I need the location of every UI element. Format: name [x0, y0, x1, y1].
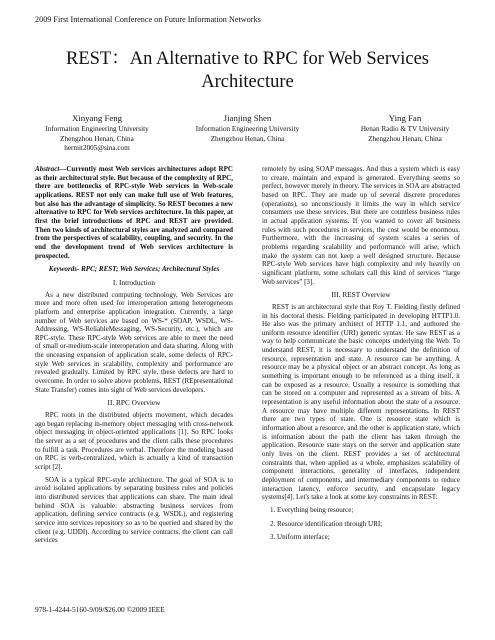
constraints-list — [262, 506, 460, 542]
section-heading-introduction: I. Introduction — [112, 277, 156, 287]
author-name: Xinyang Feng — [71, 113, 123, 123]
author-name: Jianjing Shen — [223, 113, 272, 123]
conference-header: 2009 First International Conference on Future Information Networks — [35, 15, 261, 24]
rpc-paragraph-1: RPC roots in the distributed objects movement, which decades ago began replacing in-memory object messaging with cross-network object messaging in object-oriented applications [1]. So RPC looks the server as a set of procedures and the client calls these procedures to fulfill a task. Procedures are verbal. Therefore the modeling based on RPC is verb-centralized, which is actually a kind of transaction script [2]. — [35, 411, 233, 471]
keywords: Keywords- RPC; REST; Web Services; Architectural Styles — [48, 265, 220, 274]
author-name: Ying Fan — [388, 113, 422, 123]
section-heading-rest: III. REST Overview — [331, 290, 391, 300]
author-affiliation: Information Engineering University — [195, 125, 300, 133]
abstract-text: Currently most Web services architectures adopt RPC as their architectural style. But because of the complexity of RPC, there are bottlenecks of RPC-style Web services in Web-scale applications. REST not only can make full use of Web features, but also has the advantage of simplicity. So REST becomes a new alternative to RPC for Web services architecture. In this paper, at first the brief introductions of RPC and REST are provided. Then two kinds of architectural styles are analyzed and compared from the perspectives of scalability, coupling, and security. In the end the development trend of Web services architecture is prospected. — [35, 165, 233, 260]
author-1 — [22, 112, 172, 154]
author-location: Zhengzhou Henan, China — [60, 134, 134, 143]
list-item: 3. Uniform interface; — [270, 533, 330, 542]
author-2 — [170, 112, 325, 144]
list-item: 1. Everything being resource; — [270, 505, 354, 514]
author-affiliation: Information Engineering University — [45, 125, 149, 133]
author-location: Zhengzhou Henan, China — [210, 134, 285, 143]
section-heading-rpc: II. RPC Overview — [107, 398, 161, 408]
left-column — [35, 165, 233, 545]
rest-paragraph: REST is an architectural style that Roy T. Fielding firstly defined in his doctoral thesis. Fielding participated in developing HTTP1.0. He also was the primary architect of HTTP 1.1, and authored the uniform resource identifier (URI) generic syntax. He saw REST as a way to help communicate the basic concepts underlying the Web. To understand REST, it is necessary to understand the definition of resource, representation and state. A resource can be anything. A resource may be a physical object or an abstract concept. As long as something is important enough to be referenced as a thing itself, it can be exposed as a resource. Usually a resource is something that can be stored on a computer and represented as a stream of bits. A representation is any useful information about the state of a resource. A resource may have multiple different representations. In REST there are two types of state. One is resource state which is information about a resource, and the other is application state, which is information about the path the client has taken through the application. Resource state stays on the server and application state only lives on the client. REST provides a set of architectural constraints that, when applied as a whole, emphasizes scalability of component interactions, generality of interfaces, independent deployment of components, and intermediary components to reduce interaction latency, enforce security, and encapsulate legacy systems[4]. Let's take a look at some key constraints in REST: — [262, 302, 460, 502]
rpc-paragraph-2: SOA is a typical RPC-style architecture. The goal of SOA is to avoid isolated applications by separating business rules and policies into distributed services that applications can share. The main ideal behind SOA is valuable: abstracting business services from application, defining service contracts (e.g. WSDL), and registering service into services repository so as to be queried and shared by the client (e.g. UDDI). According to service contracts, the client can call services — [35, 475, 233, 545]
list-item: 2. Resource identification through URI; — [270, 519, 383, 528]
rpc-paragraph-3: remotely by using SOAP messages. And thus a system which is easy to create, maintain and expand is generated. Everything seems so perfect, however merely in theory. The services in SOA are abstracted based on RPC. They are made up of several discrete procedures (operations), so unconsciously it limits the way in which service consumers use these services. But there are countless business rules in actual application systems. If you wanted to cover all business rules with such procedures in services, the cost would be enormous. Furthermore, with the increasing of system scales a series of problems regarding scalability and performance will arise, which make the system can not keep a well designed structure. Because RPC-style Web services have high complexity and rely heavily on significant platform, some scholars call this kind of services “large Web services” [3]. — [262, 165, 460, 286]
author-email: hermit2005@sina.com — [64, 144, 130, 153]
author-location: Zhengzhou Henan, China — [368, 134, 442, 143]
abstract-lead: Abstract— — [35, 165, 67, 173]
author-3 — [330, 112, 480, 144]
abstract — [35, 165, 233, 260]
paper-title: REST：An Alternative to RPC for Web Services Architecture — [66, 49, 429, 92]
intro-paragraph: As a new distributed computing technology, Web Services are more and more often used for interoperation among heterogeneous platform and enterprise application integration. Currently, a large number of Web services are based on WS-* (SOAP, WSDL, WS-Addressing, WS-ReliableMessaging, WS-Security, etc.), which are RPC-style. These RPC-style Web services are able to meet the need of small or-medium-scale interoperation and data sharing. Along with the unceasing expansion of application scale, some defects of RPC-style Web services in scalability, complexity and performance are revealed gradually. Limited by RPC style, these defects are hard to overcome. In order to solve above problems, REST (REpresentational State Transfer) comes into sight of Web services developers. — [35, 290, 233, 394]
footer-copyright: 978-1-4244-5160-9/09/$26.00 ©2009 IEEE — [35, 605, 165, 614]
author-affiliation: Henan Radio & TV University — [360, 125, 450, 133]
right-column — [262, 165, 460, 547]
